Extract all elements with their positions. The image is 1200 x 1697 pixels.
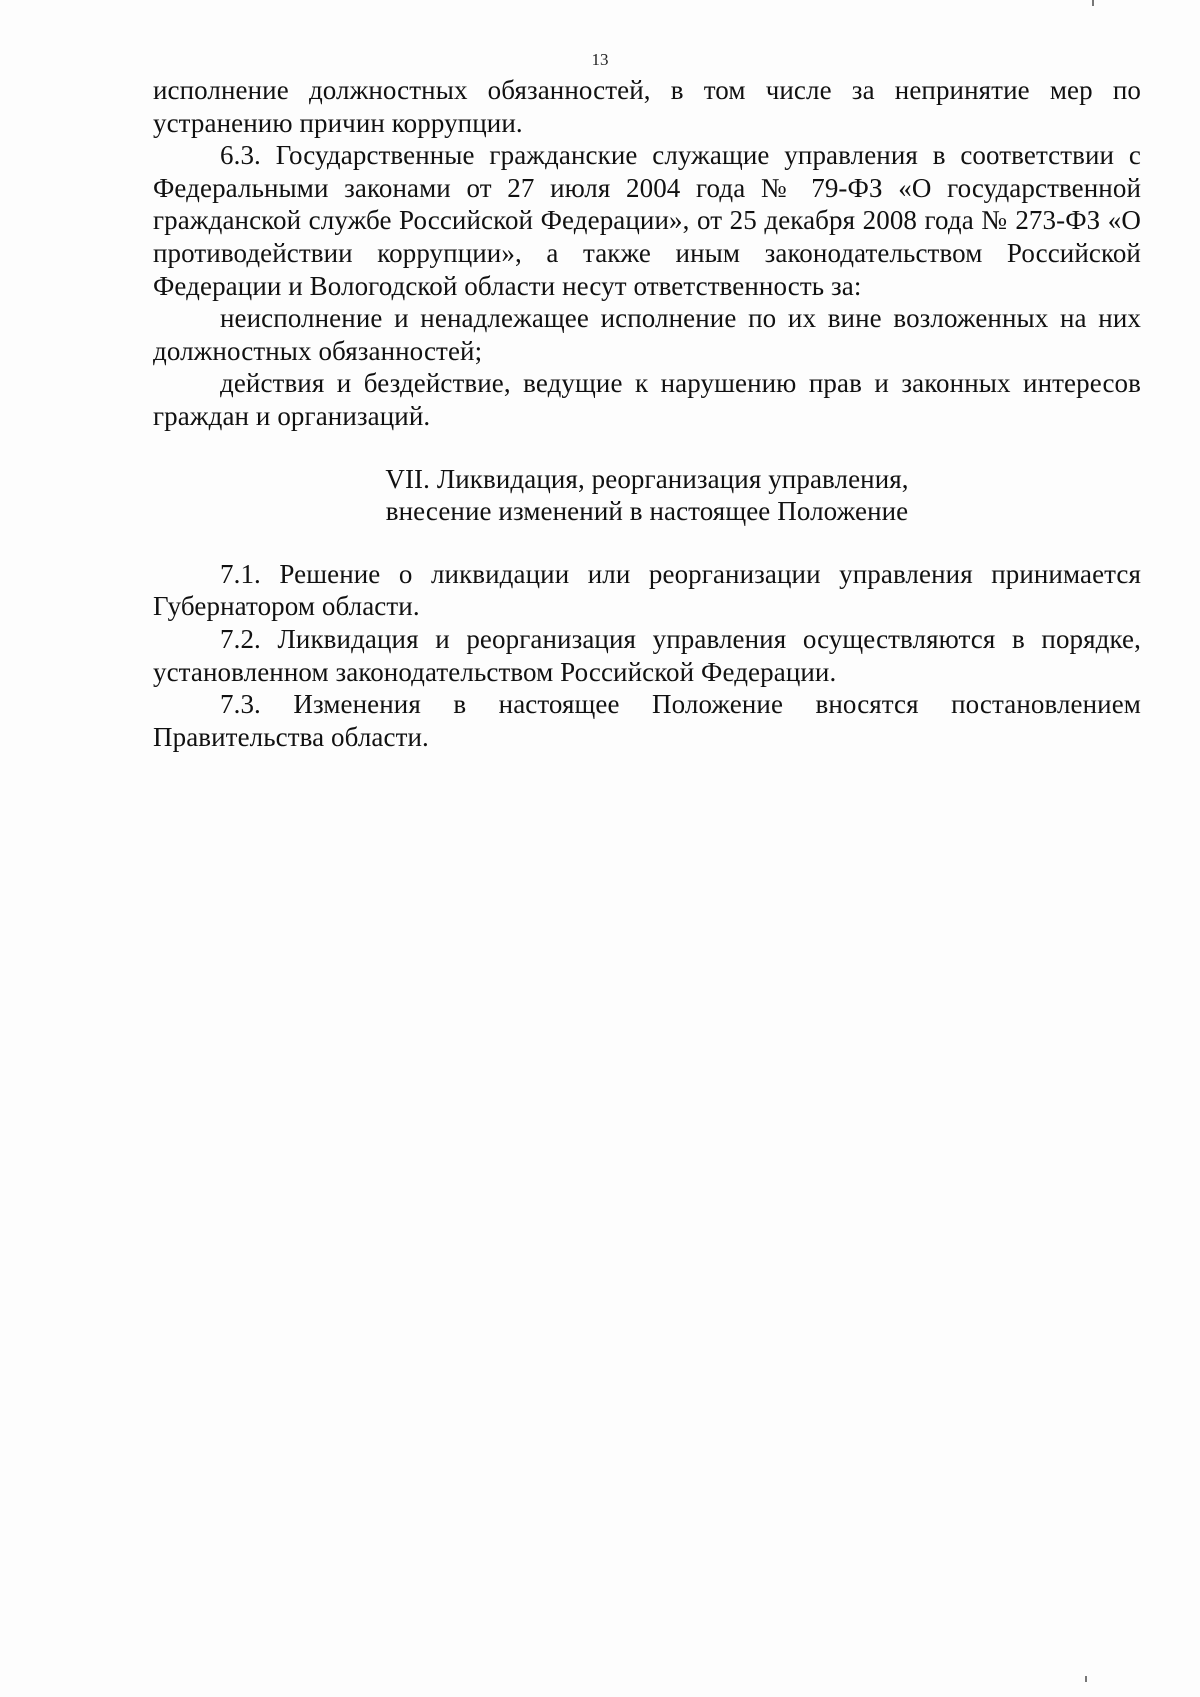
page-number: 13: [591, 50, 609, 69]
section-heading: [153, 463, 1141, 528]
paragraph-responsibility-item-2: действия и бездействие, ведущие к нарушению прав и законных интересов граждан и организаций.: [153, 368, 1141, 431]
document-body: [153, 74, 1141, 753]
paragraph-6-3: 6.3. Государственные гражданские служащие управления в соответствии с Федеральными законами от 27 июля 2004 года № 79-ФЗ «О государственной гражданской службе Российской Федерации», от 25 декабря 2008 года № 273-ФЗ «О противодействии коррупции», а также иным законодательством Российской Федерации и Вологодской области несут ответственность за:: [153, 140, 1141, 301]
paragraph-continuation: исполнение должностных обязанностей, в том числе за непринятие мер по устранению причин коррупции.: [153, 75, 1141, 138]
scan-mark-bottom: [1085, 1676, 1087, 1682]
paragraph-responsibility-item-1: неисполнение и ненадлежащее исполнение по их вине возложенных на них должностных обязанностей;: [153, 303, 1141, 366]
section-heading-line-2: внесение изменений в настоящее Положение: [385, 496, 909, 527]
paragraph-7-3: 7.3. Изменения в настоящее Положение вносятся постановлением Правительства области.: [153, 689, 1141, 752]
section-heading-line-1: VII. Ликвидация, реорганизация управления,: [385, 463, 909, 494]
paragraph-7-1: 7.1. Решение о ликвидации или реорганизации управления принимается Губернатором области.: [153, 558, 1141, 622]
scan-mark-top: [1092, 0, 1094, 6]
paragraph-7-2: 7.2. Ликвидация и реорганизация управления осуществляются в порядке, установленном законодательством Российской Федерации.: [153, 623, 1141, 687]
